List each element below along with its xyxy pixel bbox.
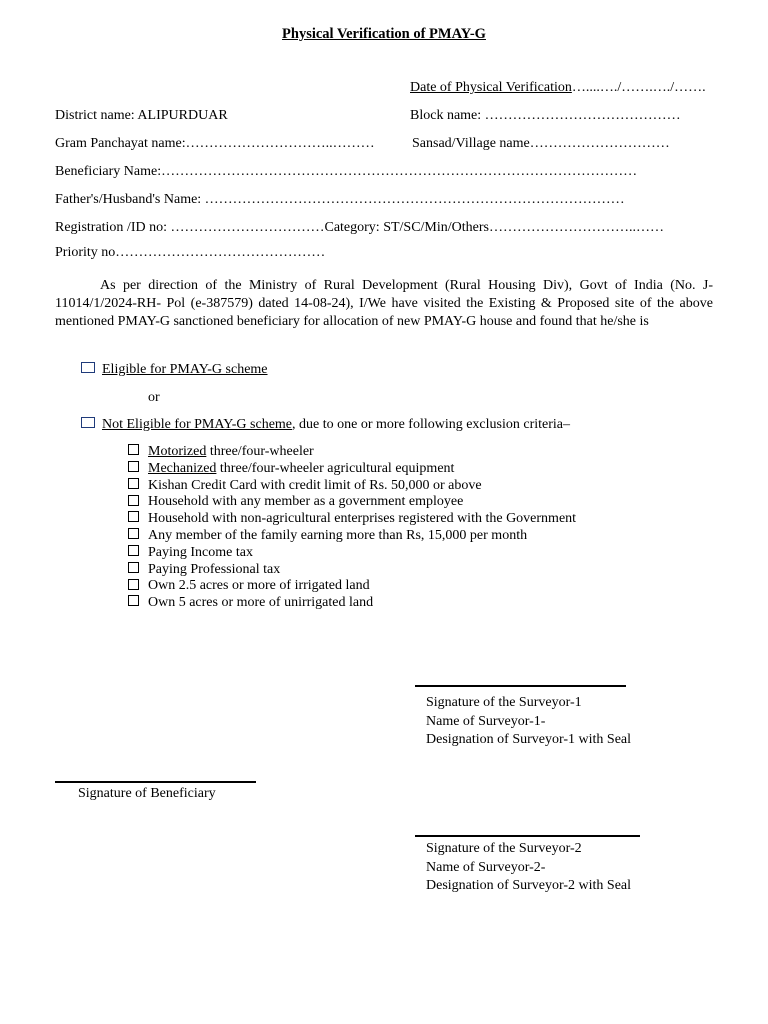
sansad-village-field: Sansad/Village name………………………… <box>412 136 670 151</box>
checkbox-icon[interactable] <box>81 417 95 428</box>
date-of-verification <box>410 79 706 96</box>
checkbox-icon[interactable] <box>128 528 139 539</box>
surveyor-1-signature-label: Signature of the Surveyor-1 <box>426 695 582 710</box>
checkbox-icon[interactable] <box>128 562 139 573</box>
checkbox-icon[interactable] <box>128 511 139 522</box>
criterion-item[interactable]: Household with non-agricultural enterprises registered with the Government <box>128 511 576 528</box>
district-field: District name: ALIPURDUAR <box>55 108 228 123</box>
criterion-item[interactable]: Mechanized three/four-wheeler agricultural equipment <box>128 461 576 478</box>
verification-paragraph <box>55 277 713 331</box>
gram-panchayat-field: Gram Panchayat name:…………………………..……… <box>55 136 375 151</box>
date-blank: …....…./…….…./……. <box>571 80 706 95</box>
checkbox-icon[interactable] <box>128 579 139 590</box>
checkbox-icon[interactable] <box>128 595 139 606</box>
beneficiary-signature-line <box>55 781 256 783</box>
eligible-label: Eligible for PMAY-G scheme <box>102 362 268 377</box>
not-eligible-option[interactable] <box>81 416 570 433</box>
not-eligible-suffix: , due to one or more following exclusion criteria– <box>292 417 571 432</box>
date-label: Date of Physical Verification <box>410 80 572 95</box>
criterion-item[interactable]: Kishan Credit Card with credit limit of Rs. 50,000 or above <box>128 478 576 495</box>
surveyor-1-signature-block <box>426 694 631 750</box>
checkbox-icon[interactable] <box>128 495 139 506</box>
checkbox-icon[interactable] <box>128 444 139 455</box>
criterion-item[interactable]: Paying Income tax <box>128 545 576 562</box>
checkbox-icon[interactable] <box>128 461 139 472</box>
checkbox-icon[interactable] <box>128 478 139 489</box>
surveyor-2-designation-label: Designation of Surveyor-2 with Seal <box>426 878 632 893</box>
priority-field: Priority no……………………………………… <box>55 245 326 260</box>
surveyor-2-name-label: Name of Surveyor-2- <box>426 859 546 875</box>
block-field: Block name: …………………………………… <box>410 108 681 123</box>
father-husband-name-field: Father's/Husband's Name: ……………………………………………………………………………… <box>55 192 625 207</box>
criterion-item[interactable]: Paying Professional tax <box>128 562 576 579</box>
checkbox-icon[interactable] <box>128 545 139 556</box>
or-text: or <box>148 390 160 405</box>
surveyor-1-designation-label: Designation of Surveyor-1 with Seal <box>426 732 632 747</box>
checkbox-icon[interactable] <box>81 362 95 373</box>
eligible-option[interactable] <box>81 361 268 378</box>
exclusion-criteria-list <box>128 444 576 612</box>
surveyor-2-signature-block <box>426 840 631 896</box>
surveyor-2-signature-line <box>415 835 640 837</box>
criterion-item[interactable]: Any member of the family earning more than Rs, 15,000 per month <box>128 528 576 545</box>
criterion-item[interactable]: Own 2.5 acres or more of irrigated land <box>128 578 576 595</box>
paragraph-text: As per direction of the Ministry of Rural Development (Rural Housing Div), Govt of India (No. J-11014/1/2024-RH- Pol (e-387579) dated 14-08-24), I/We have visited the Existing & Proposed site of the above mentioned PMAY-G sanctioned beneficiary for allocation of new PMAY-G house and found that he/she is <box>55 278 713 329</box>
not-eligible-label: Not Eligible for PMAY-G scheme <box>102 417 293 432</box>
beneficiary-name-field: Beneficiary Name:………………………………………………………………………………………… <box>55 164 638 179</box>
criterion-item[interactable]: Household with any member as a government employee <box>128 494 576 511</box>
beneficiary-signature-label: Signature of Beneficiary <box>78 786 216 801</box>
surveyor-2-signature-label: Signature of the Surveyor-2 <box>426 841 582 856</box>
criterion-item[interactable]: Own 5 acres or more of unirrigated land <box>128 595 576 612</box>
registration-id-field: Registration /ID no: ……………………………Category: ST/SC/Min/Others…………………………..…… <box>55 220 664 235</box>
surveyor-1-signature-line <box>415 685 626 687</box>
criterion-item[interactable]: Motorized three/four-wheeler <box>128 444 576 461</box>
document-title: Physical Verification of PMAY-G <box>282 26 486 42</box>
surveyor-1-name-label: Name of Surveyor-1- <box>426 713 546 729</box>
